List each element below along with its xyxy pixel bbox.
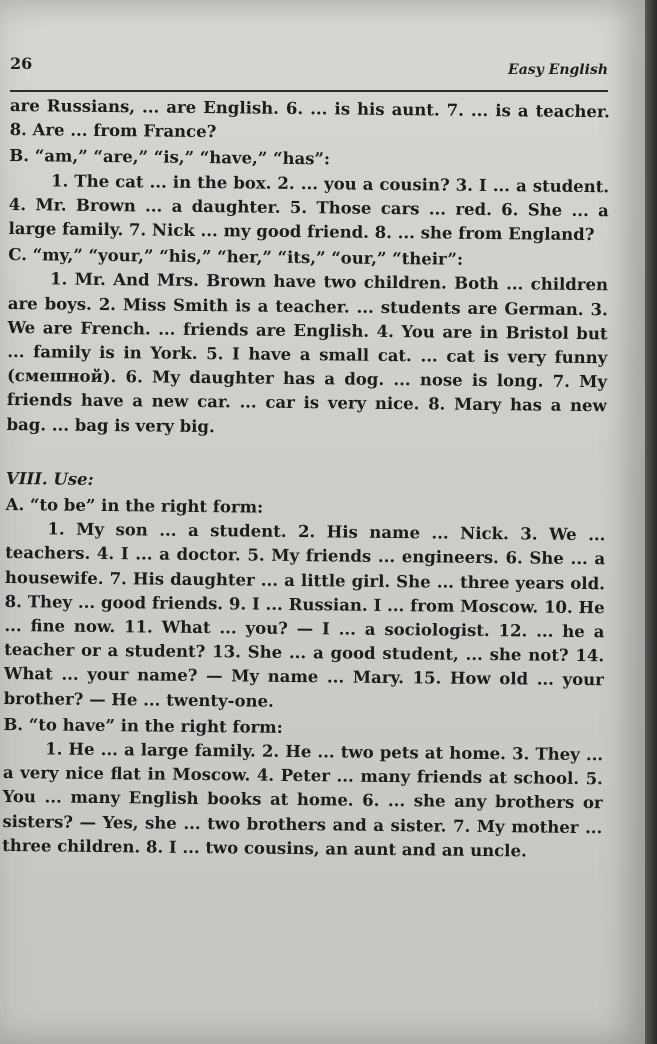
page-number: 26	[10, 54, 33, 73]
page-header	[10, 52, 608, 92]
book-gutter	[645, 0, 657, 1044]
section-c-title: C. “my,” “your,” “his,” “her,” “its,” “our,” “their”:	[8, 245, 464, 269]
section-viii-b-title: B. “to have” in the right form:	[3, 714, 283, 737]
section-b-exercise: 1. The cat ... in the box. 2. ... you a cousin? 3. I ... a student. 4. Mr. Brown ... a daughter. 5. Those cars ... red. 6. She ... a large family. 7. Nick ... my good friend. 8. ... she from England?	[8, 171, 610, 245]
section-viii-a-exercise: 1. My son ... a student. 2. His name ... Nick. 3. We ... teachers. 4. I ... a doctor. 5. My friends ... engineers. 6. She ... a housewife. 7. His daughter ... a little girl. She ... three years old. 8. They ... good friends. 9. I ... Russian. I ... from Moscow. 10. He ... fine now. 11. What ... you? — I ... a sociologist. 12. ... he a teacher or a student? 13. She ... a good student, ... she not? 14. What ... your name? — My name ... Mary. 15. How old ... your brother? — He ... twenty-one.	[3, 519, 606, 711]
section-c-exercise: 1. Mr. And Mrs. Brown have two children. Both ... children are boys. 2. Miss Smith is a teacher. ... students are German. 3. We are French. ... friends are English. 4. You are in Bristol but ... family is in York. 5. I have a small cat. ... cat is very funny (смешной). 6. My daughter has a dog. ... nose is long. 7. My friends have a new car. ... car is very nice. 8. Mary has a new bag. ... bag is very big.	[6, 269, 609, 436]
section-viii-title: VIII. Use:	[5, 468, 94, 489]
section-viii-b-exercise: 1. He ... a large family. 2. He ... two pets at home. 3. They ... a very nice flat in Moscow. 4. Peter ... many friends at school. 5. You ... many English books at home. 6. ... she any brothers or sisters? — Yes, she ... two brothers and a sister. 7. My mother ... three children. 8. I ... two cousins, an aunt and an uncle.	[2, 739, 604, 861]
running-head: Easy English	[508, 62, 608, 78]
continued-exercise-text: are Russians, ... are English. 6. ... is his aunt. 7. ... is a teacher. 8. Are ... from France?	[9, 95, 610, 142]
section-b-title: B. “am,” “are,” “is,” “have,” “has”:	[9, 146, 331, 169]
page-body	[2, 94, 610, 864]
section-viii-a-title: A. “to be” in the right form:	[5, 495, 264, 517]
